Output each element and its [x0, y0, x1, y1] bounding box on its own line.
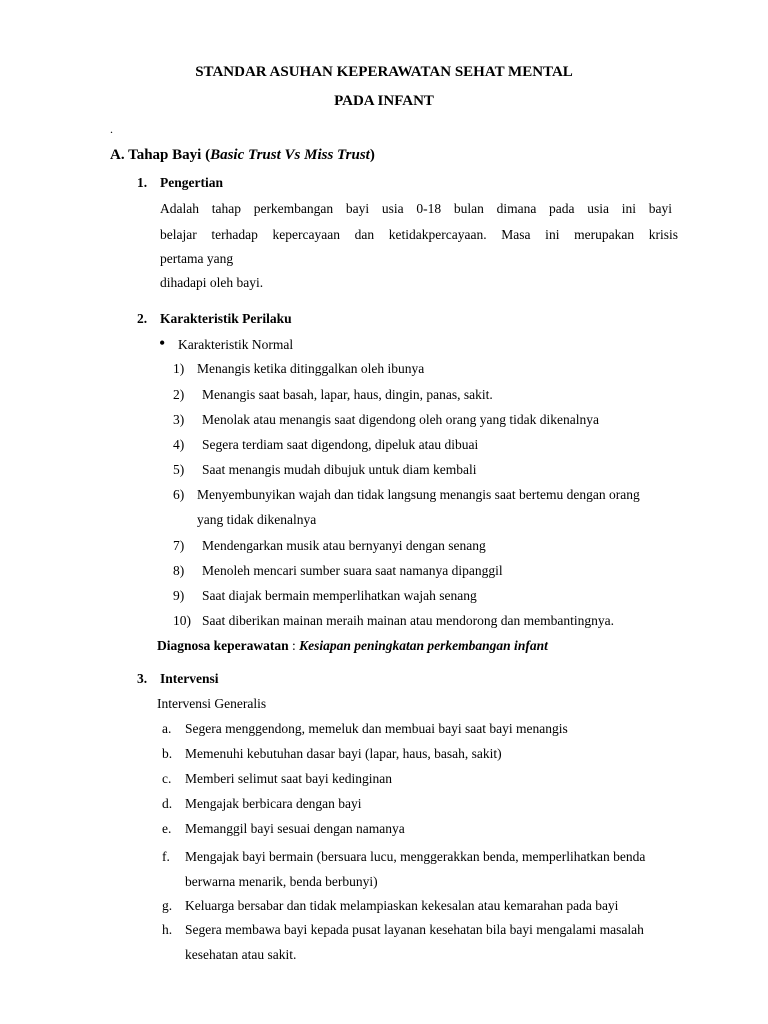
- karakteristik-item-text: Saat diajak bermain memperlihatkan wajah senang: [202, 588, 477, 603]
- section-a-label: Tahap Bayi (: [128, 147, 211, 163]
- intervensi-item-text-cont: berwarna menarik, benda berbunyi): [185, 874, 378, 889]
- karakteristik-item-num: 7): [173, 538, 185, 553]
- intervensi-item-text: Mengajak bayi bermain (bersuara lucu, menggerakkan benda, memperlihatkan benda: [185, 849, 646, 864]
- diagnosa-line: [157, 638, 548, 654]
- intervensi-heading: Intervensi: [160, 671, 219, 686]
- section-a-prefix: A.: [110, 147, 125, 163]
- karakteristik-normal-label: Karakteristik Normal: [178, 337, 294, 352]
- karakteristik-item-text: Menangis ketika ditinggalkan oleh ibunya: [197, 361, 425, 376]
- karakteristik-num: 2.: [137, 311, 148, 326]
- pengertian-line1: Adalah tahap perkembangan bayi usia 0-18 bulan dimana pada usia ini bayi: [160, 201, 672, 216]
- pengertian-line4: dihadapi oleh bayi.: [160, 275, 264, 290]
- karakteristik-item-num: 5): [173, 462, 185, 477]
- karakteristik-heading: Karakteristik Perilaku: [160, 311, 292, 326]
- karakteristik-item-num: 1): [173, 361, 185, 376]
- pengertian-line3: pertama yang: [160, 251, 234, 266]
- document-title-line1: STANDAR ASUHAN KEPERAWATAN SEHAT MENTAL: [195, 64, 573, 80]
- intervensi-item-text-cont: kesehatan atau sakit.: [185, 947, 297, 962]
- intervensi-item-text: Keluarga bersabar dan tidak melampiaskan kekesalan atau kemarahan pada bayi: [185, 898, 619, 913]
- intervensi-item-letter: g.: [162, 898, 173, 913]
- karakteristik-item-text: Menangis saat basah, lapar, haus, dingin, panas, sakit.: [202, 387, 493, 402]
- section-a-heading: [110, 147, 375, 164]
- karakteristik-item-num: 6): [173, 487, 185, 502]
- karakteristik-item-num: 4): [173, 437, 185, 452]
- karakteristik-item-text: Menolak atau menangis saat digendong oleh orang yang tidak dikenalnya: [202, 412, 600, 427]
- diagnosa-value: Kesiapan peningkatan perkembangan infant: [299, 638, 548, 653]
- karakteristik-item-text: Menyembunyikan wajah dan tidak langsung menangis saat bertemu dengan orang: [197, 487, 640, 502]
- document-title-line2: PADA INFANT: [334, 93, 434, 109]
- karakteristik-item-num: 8): [173, 563, 185, 578]
- section-a-label-close: ): [369, 147, 375, 163]
- intervensi-item-letter: h.: [162, 922, 173, 937]
- karakteristik-item-text: Saat menangis mudah dibujuk untuk diam kembali: [202, 462, 477, 477]
- karakteristik-item-num: 9): [173, 588, 185, 603]
- karakteristik-item-num: 10): [173, 613, 191, 628]
- karakteristik-item-text: Menoleh mencari sumber suara saat namanya dipanggil: [202, 563, 503, 578]
- pengertian-line2: belajar terhadap kepercayaan dan ketidakpercayaan. Masa ini merupakan krisis: [160, 227, 678, 242]
- karakteristik-item-text-cont: yang tidak dikenalnya: [197, 512, 317, 527]
- pengertian-heading: Pengertian: [160, 175, 223, 190]
- intervensi-item-letter: c.: [162, 771, 172, 786]
- intervensi-item-text: Segera menggendong, memeluk dan membuai bayi saat bayi menangis: [185, 721, 568, 736]
- intervensi-item-text: Memberi selimut saat bayi kedinginan: [185, 771, 392, 786]
- intervensi-item-letter: a.: [162, 721, 172, 736]
- intervensi-item-letter: e.: [162, 821, 172, 836]
- intervensi-item-text: Memenuhi kebutuhan dasar bayi (lapar, haus, basah, sakit): [185, 746, 502, 761]
- intervensi-item-letter: b.: [162, 746, 173, 761]
- karakteristik-item-num: 3): [173, 412, 185, 427]
- karakteristik-item-num: 2): [173, 387, 185, 402]
- intervensi-subheading: Intervensi Generalis: [157, 696, 267, 711]
- pengertian-num: 1.: [137, 175, 148, 190]
- karakteristik-item-text: Segera terdiam saat digendong, dipeluk atau dibuai: [202, 437, 479, 452]
- intervensi-item-text: Mengajak berbicara dengan bayi: [185, 796, 362, 811]
- intervensi-item-letter: d.: [162, 796, 173, 811]
- intervensi-item-text: Segera membawa bayi kepada pusat layanan kesehatan bila bayi mengalami masalah: [185, 922, 644, 937]
- bullet-icon: •: [159, 333, 166, 353]
- intervensi-num: 3.: [137, 671, 148, 686]
- karakteristik-item-text: Saat diberikan mainan meraih mainan atau mendorong dan membantingnya.: [202, 613, 614, 628]
- intervensi-item-letter: f.: [162, 849, 170, 864]
- karakteristik-item-text: Mendengarkan musik atau bernyanyi dengan senang: [202, 538, 486, 553]
- intervensi-item-text: Memanggil bayi sesuai dengan namanya: [185, 821, 405, 836]
- diagnosa-separator: :: [288, 638, 300, 653]
- diagnosa-label: Diagnosa keperawatan: [157, 638, 289, 653]
- stray-mark: .: [110, 122, 113, 136]
- section-a-label-italic: Basic Trust Vs Miss Trust: [210, 147, 370, 163]
